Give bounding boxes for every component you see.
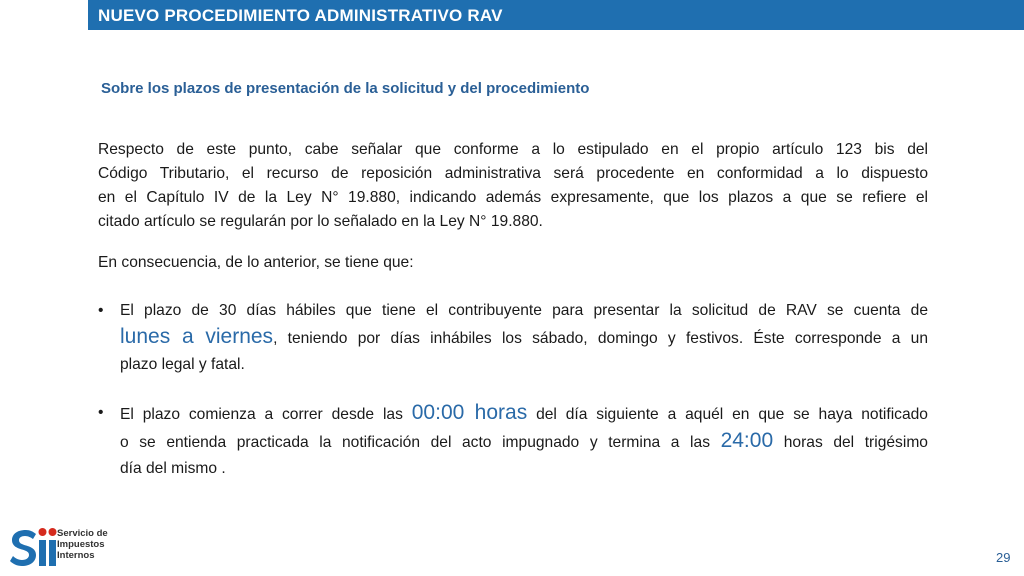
header-bar xyxy=(88,0,1024,30)
highlight-start-hour: 00:00 horas xyxy=(411,401,528,424)
paragraph-1-line: en el Capítulo IV de la Ley N° 19.880, indicando además expresamente, que los plazos a que se refiere el xyxy=(98,189,928,206)
paragraph-1 xyxy=(98,138,928,234)
logo-line: Internos xyxy=(57,550,95,561)
bullet-2-text-a: El plazo comienza a correr desde las xyxy=(120,406,412,423)
highlight-weekdays: lunes a viernes xyxy=(120,325,274,348)
bullet-1-line-2 xyxy=(120,324,928,352)
bullet-2-text-c: o se entienda practicada la notificación del acto impugnado y termina a las xyxy=(120,434,721,451)
bullet-1-line-3: plazo legal y fatal. xyxy=(120,356,245,373)
logo-text xyxy=(57,528,108,561)
paragraph-1-line: Código Tributario, el recurso de reposición administrativa será procedente en conformidad a lo dispuesto xyxy=(98,165,928,182)
paragraph-2: En consecuencia, de lo anterior, se tiene que: xyxy=(98,254,414,271)
bullet-item-1 xyxy=(98,298,928,378)
highlight-end-hour: 24:00 xyxy=(720,429,774,452)
bullet-icon: • xyxy=(98,404,104,421)
section-subtitle: Sobre los plazos de presentación de la solicitud y del procedimiento xyxy=(101,80,590,97)
bullet-1-line-1: El plazo de 30 días hábiles que tiene el contribuyente para presentar la solicitud de RAV se cuenta de xyxy=(120,302,928,319)
bullet-icon: • xyxy=(98,302,104,319)
bullet-2-text-b: del día siguiente a aquél en que se haya notificado xyxy=(527,406,928,423)
page-number: 29 xyxy=(996,550,1011,565)
bullet-2-line-3: día del mismo . xyxy=(120,460,226,477)
logo-line: Impuestos xyxy=(57,539,105,550)
logo-line: Servicio de xyxy=(57,528,108,539)
page-title: NUEVO PROCEDIMIENTO ADMINISTRATIVO RAV xyxy=(98,6,503,25)
bullet-1-line-2-text: , teniendo por días inhábiles los sábado, domingo y festivos. Éste corresponde a un xyxy=(273,330,928,347)
bullet-2-line-2 xyxy=(120,428,928,456)
bullet-item-2 xyxy=(98,400,928,484)
paragraph-1-line: citado artículo se regularán por lo señalado en la Ley N° 19.880. xyxy=(98,213,543,230)
paragraph-1-line: Respecto de este punto, cabe señalar que conforme a lo estipulado en el propio artículo 123 bis del xyxy=(98,141,928,158)
bullet-2-text-d: horas del trigésimo xyxy=(773,434,928,451)
bullet-2-line-1 xyxy=(120,400,928,428)
